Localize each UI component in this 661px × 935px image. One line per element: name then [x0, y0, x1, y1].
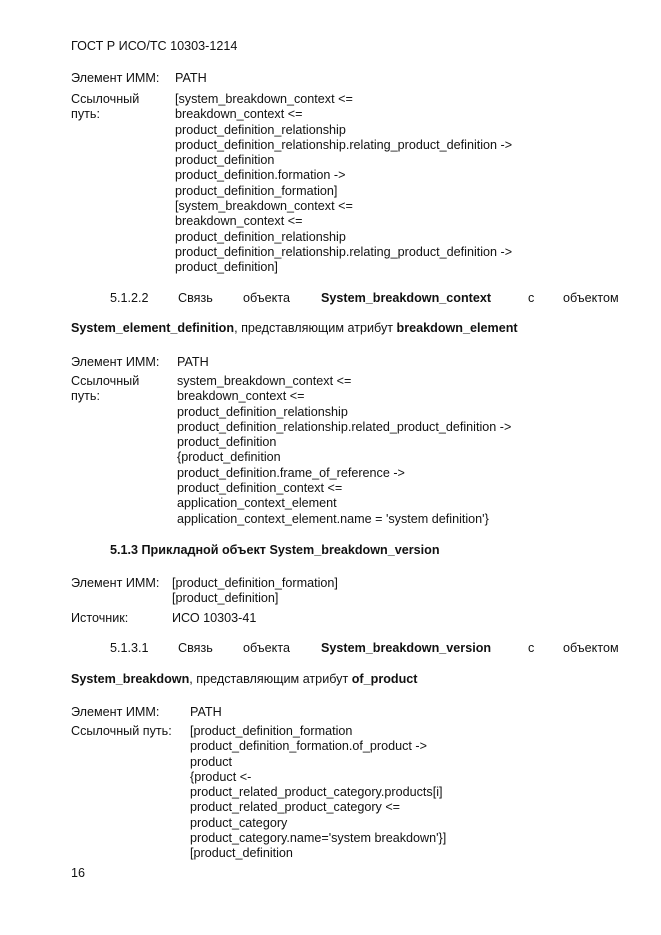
source-value: ИСО 10303-41 — [172, 611, 257, 625]
section-word: с — [528, 641, 535, 655]
reference-path-lines — [177, 374, 511, 527]
path-line: breakdown_context <= — [175, 107, 303, 122]
section-number: 5.1.3.1 — [110, 641, 149, 655]
section-line-2 — [71, 672, 418, 687]
imm-line: [product_definition] — [172, 591, 279, 606]
path-line: product_definition_relationship.relating_product_definition -> — [175, 137, 513, 152]
imm-line: [product_definition_formation] — [172, 576, 338, 590]
path-line: breakdown_context <= — [177, 389, 305, 404]
imm-element-lines — [172, 576, 338, 607]
attribute-name: breakdown_element — [396, 321, 518, 335]
reference-path-lines — [175, 92, 512, 276]
imm-element-label: Элемент ИММ: — [71, 355, 160, 369]
imm-element-label: Элемент ИММ: — [71, 71, 160, 85]
path-line: product_definition — [175, 153, 275, 168]
imm-element-value: PATH — [177, 355, 209, 369]
connector-text: , представляющим атрибут — [234, 321, 397, 335]
imm-element-value: PATH — [190, 705, 222, 719]
entity-name: System_breakdown — [71, 672, 190, 686]
section-word: объектом — [563, 291, 619, 305]
section-word: Связь — [178, 291, 213, 305]
section-line-2 — [71, 321, 518, 336]
connector-text: , представляющим атрибут — [189, 672, 352, 686]
path-line: product_definition_formation] — [175, 183, 338, 198]
path-line: product_definition_relationship — [177, 404, 348, 419]
path-line: product_related_product_category <= — [190, 800, 401, 815]
reference-path-lines — [190, 724, 446, 862]
path-line: product_category — [190, 815, 288, 830]
path-line: [system_breakdown_context <= — [175, 92, 353, 106]
section-number: 5.1.2.2 — [110, 291, 149, 305]
section-word: объекта — [243, 641, 290, 655]
path-line: breakdown_context <= — [175, 214, 303, 229]
path-line: product_definition_relationship.related_product_definition -> — [177, 419, 512, 434]
path-line: product_definition.formation -> — [175, 168, 346, 183]
path-line: product_related_product_category.products[i] — [190, 785, 443, 800]
path-line: [product_definition — [190, 846, 293, 861]
path-line: product_definition_relationship.relating_product_definition -> — [175, 244, 513, 259]
path-line: product_definition_relationship — [175, 122, 346, 137]
path-line: system_breakdown_context <= — [177, 374, 352, 388]
reference-path-label: Ссылочный — [71, 374, 140, 388]
section-word: Связь — [178, 641, 213, 655]
imm-element-label: Элемент ИММ: — [71, 705, 160, 719]
section-word: объектом — [563, 641, 619, 655]
attribute-name: of_product — [351, 672, 418, 686]
document-header: ГОСТ Р ИСО/ТС 10303-1214 — [71, 39, 238, 53]
path-line: product_definition] — [175, 260, 278, 275]
path-line: product_definition_formation.of_product -> — [190, 739, 427, 754]
page-number: 16 — [71, 866, 86, 880]
path-line: [product_definition_formation — [190, 724, 353, 738]
path-line: application_context_element — [177, 496, 337, 511]
section-word: с — [528, 291, 535, 305]
path-line: product_definition — [177, 435, 277, 450]
section-entity-name: System_breakdown_version — [321, 641, 492, 655]
path-line: product_category.name='system breakdown'}] — [190, 831, 447, 846]
section-entity-name: System_breakdown_context — [321, 291, 492, 305]
path-line: product_definition_relationship — [175, 229, 346, 244]
path-line: product — [190, 754, 233, 769]
path-line: {product <- — [190, 769, 252, 784]
section-heading: 5.1.3 Прикладной объект System_breakdown_version — [110, 543, 440, 557]
path-line: [system_breakdown_context <= — [175, 199, 353, 214]
imm-element-label: Элемент ИММ: — [71, 576, 160, 590]
reference-path-label: Ссылочный путь: — [71, 724, 172, 738]
reference-path-label-cont: путь: — [71, 107, 100, 121]
reference-path-label: Ссылочный — [71, 92, 140, 106]
section-word: объекта — [243, 291, 290, 305]
entity-name: System_element_definition — [71, 321, 235, 335]
path-line: product_definition_context <= — [177, 481, 343, 496]
imm-element-value: PATH — [175, 71, 207, 85]
reference-path-label-cont: путь: — [71, 389, 100, 403]
path-line: application_context_element.name = 'system definition'} — [177, 511, 489, 526]
path-line: {product_definition — [177, 450, 281, 465]
path-line: product_definition.frame_of_reference -> — [177, 465, 405, 480]
source-label: Источник: — [71, 611, 129, 625]
